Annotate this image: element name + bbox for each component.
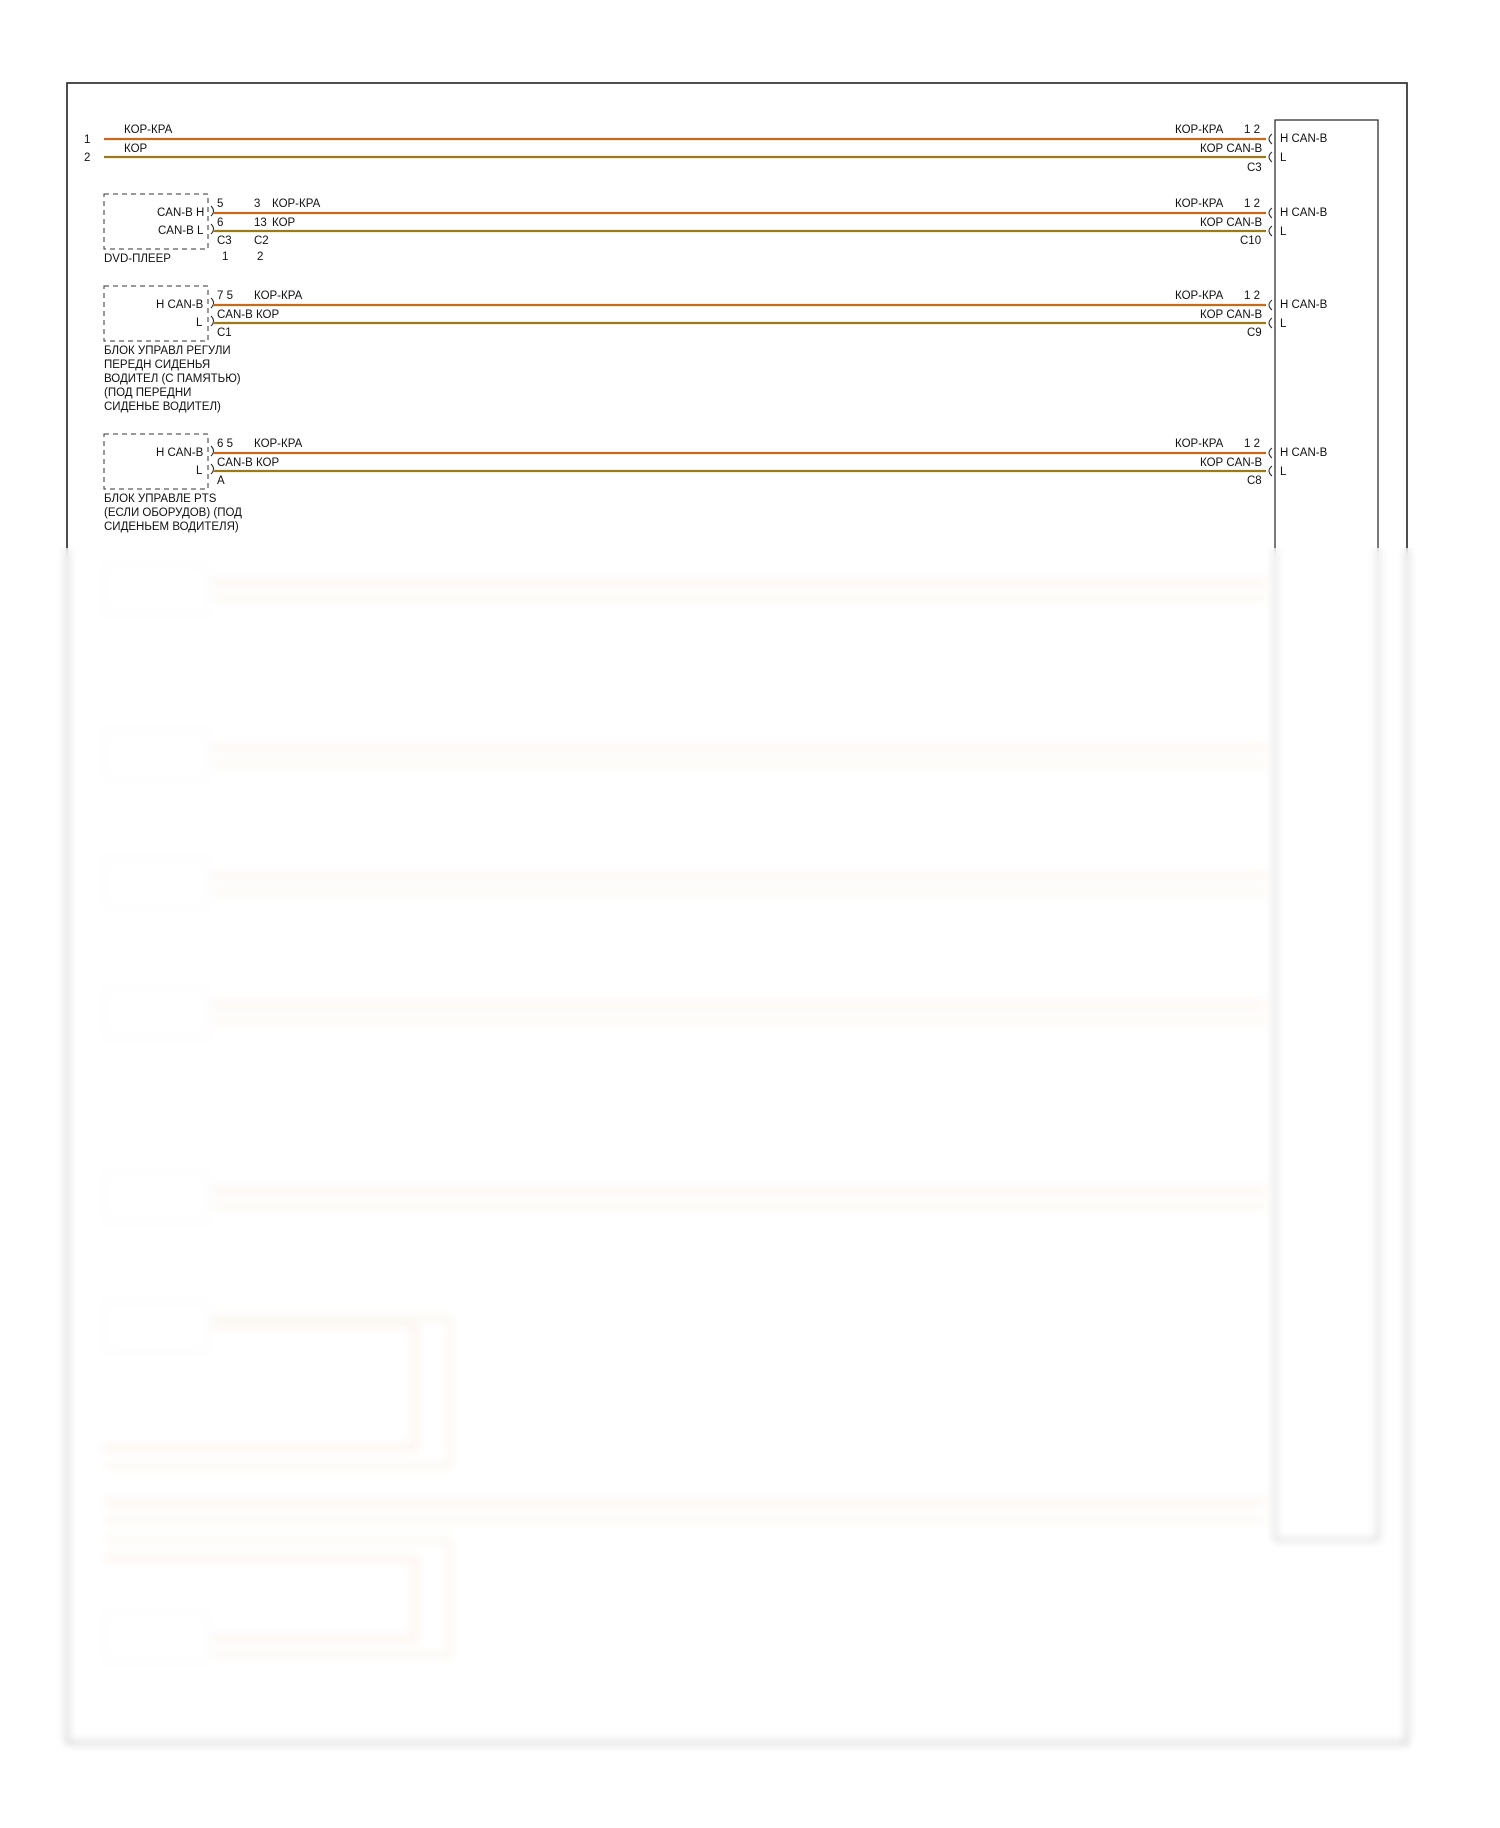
pin-label: CAN-B КОР: [217, 457, 280, 469]
connector-label: C10: [1240, 235, 1262, 247]
wire-color-label: КОР-КРА: [254, 290, 303, 302]
wire-color-label: КОР-КРА: [124, 124, 173, 136]
module-pin-label: H CAN-B: [1280, 207, 1328, 219]
wire-color-label: КОР-КРА: [1175, 290, 1224, 302]
wire-color-label: КОР CAN-B: [1200, 217, 1263, 229]
pin-label: 6 5: [217, 438, 233, 450]
module-pin-label: H CAN-B: [1280, 299, 1328, 311]
wire-color-label: КОР-КРА: [272, 198, 321, 210]
module-pin-label: L: [1280, 466, 1287, 478]
connector-label: C3: [217, 235, 232, 247]
module-pin-label: L: [1280, 226, 1287, 238]
wire-color-label: КОР-КРА: [1175, 124, 1224, 136]
wire-color-label: КОР CAN-B: [1200, 457, 1263, 469]
connector-label: A: [217, 475, 225, 487]
wire-color-label: КОР-КРА: [1175, 198, 1224, 210]
module-name: БЛОК УПРАВЛЕ PTS: [104, 493, 217, 505]
module-name: БЛОК УПРАВЛ РЕГУЛИ: [104, 345, 231, 357]
module-pin-label: H CAN-B: [156, 299, 204, 311]
pin-label: CAN-B КОР: [217, 309, 280, 321]
module-name: (ПОД ПЕРЕДНИ: [104, 387, 192, 399]
module-pin-label: L: [196, 317, 203, 329]
module-name: ВОДИТЕЛ (С ПАМЯТЬЮ): [104, 373, 241, 385]
connector-pins: 1 2: [1244, 198, 1260, 210]
pin-label: 2: [84, 152, 91, 164]
module-name: СИДЕНЬЕМ ВОДИТЕЛЯ): [104, 521, 239, 533]
connector-label: C8: [1247, 475, 1262, 487]
connector-label: C1: [217, 327, 232, 339]
pin-label: 1: [222, 251, 229, 263]
wire-color-label: КОР: [124, 143, 148, 155]
module-pin-label: CAN-B L: [158, 225, 204, 237]
connector-pins: 1 2: [1244, 290, 1260, 302]
module-pin-label: CAN-B H: [157, 207, 205, 219]
module-pin-label: H CAN-B: [1280, 133, 1328, 145]
module-name: СИДЕНЬЕ ВОДИТЕЛ): [104, 401, 221, 413]
pin-label: 5: [217, 198, 224, 210]
pin-label: 2: [257, 251, 264, 263]
connector-label: C3: [1247, 162, 1262, 174]
module-pin-label: H CAN-B: [1280, 447, 1328, 459]
connector-label: C9: [1247, 327, 1262, 339]
connector-label: C2: [254, 235, 269, 247]
wire-color-label: КОР CAN-B: [1200, 143, 1263, 155]
module-pin-label: L: [1280, 318, 1287, 330]
module-pin-label: L: [1280, 152, 1287, 164]
wire-color-label: КОР-КРА: [254, 438, 303, 450]
module-name: ПЕРЕДН СИДЕНЬЯ: [104, 359, 211, 371]
inline-pin: 13: [254, 217, 267, 229]
wire-color-label: КОР CAN-B: [1200, 309, 1263, 321]
inline-pin: 3: [254, 198, 261, 210]
pin-label: 1: [84, 134, 91, 146]
blur-overlay: [0, 548, 1500, 1828]
module-pin-label: L: [196, 465, 203, 477]
connector-pins: 1 2: [1244, 124, 1260, 136]
wire-color-label: КОР: [272, 217, 296, 229]
wire-color-label: КОР-КРА: [1175, 438, 1224, 450]
pin-label: 6: [217, 217, 224, 229]
module-name: DVD-ПЛЕЕР: [104, 253, 171, 265]
pin-label: 7 5: [217, 290, 233, 302]
module-pin-label: H CAN-B: [156, 447, 204, 459]
module-name: (ЕСЛИ ОБОРУДОВ) (ПОД: [104, 507, 242, 519]
connector-pins: 1 2: [1244, 438, 1260, 450]
